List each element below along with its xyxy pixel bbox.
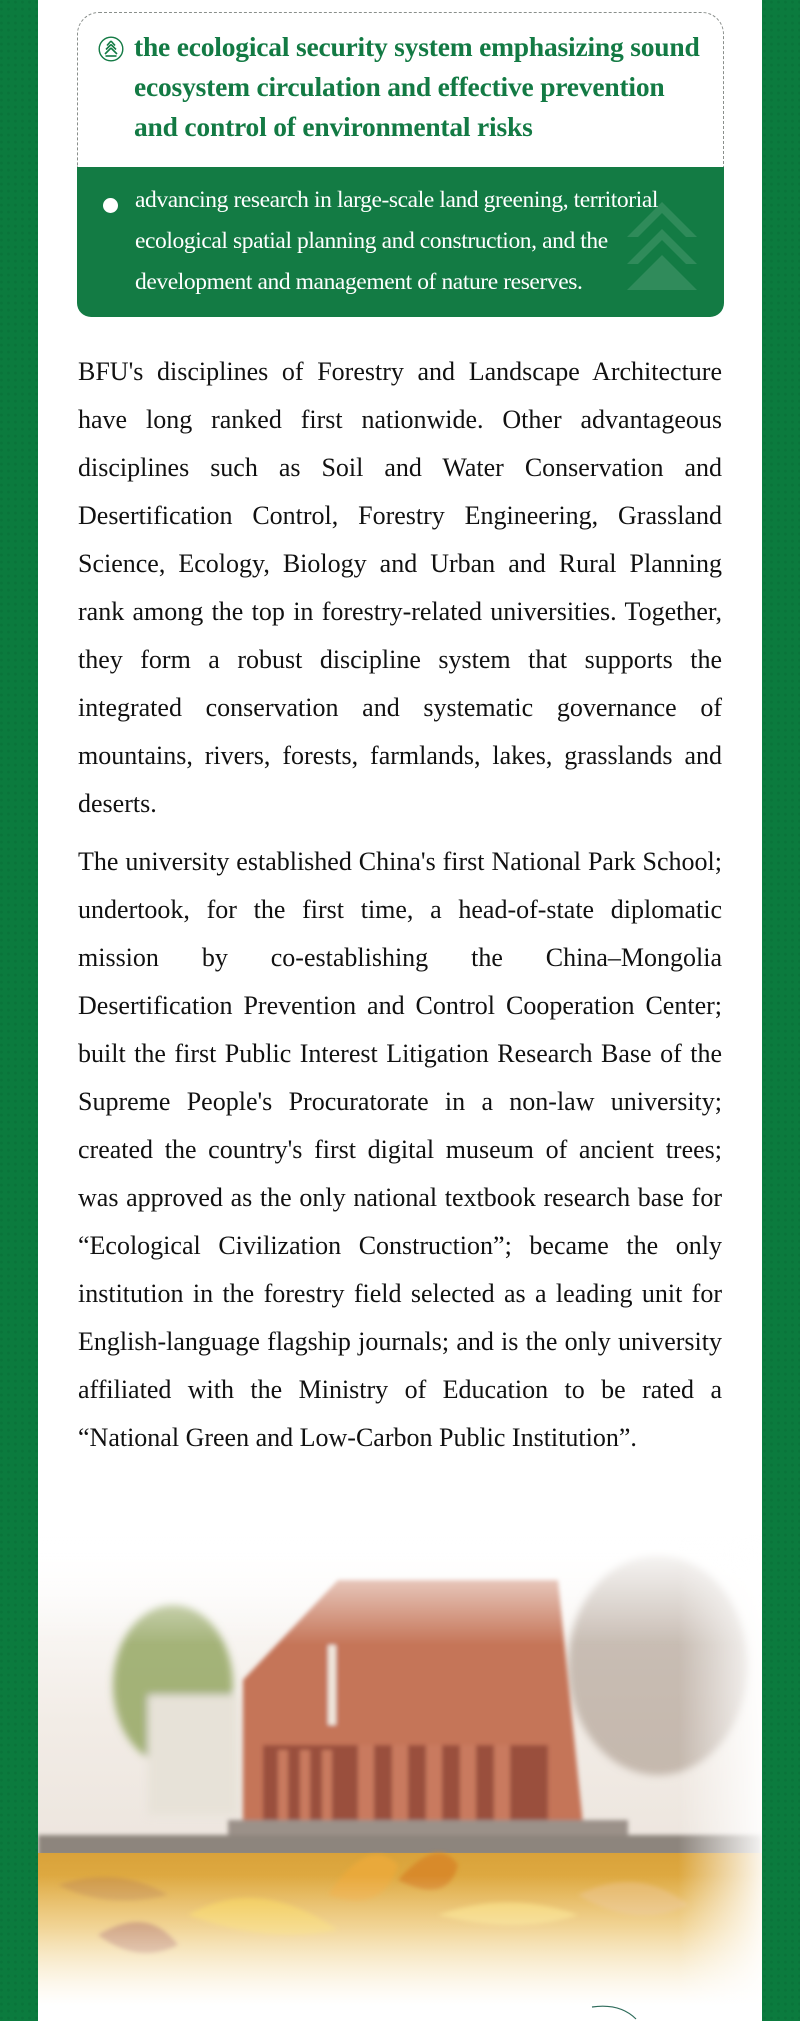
campus-building-autumn-leaves-photo bbox=[38, 1535, 762, 2005]
decorative-curve-icon bbox=[590, 2005, 650, 2021]
article-page bbox=[38, 0, 762, 2021]
card-title: the ecological security system emphasizing sound ecosystem circulation and effective prevention and control of environmental risks bbox=[134, 31, 700, 142]
photo-building-pillar bbox=[328, 1645, 336, 1725]
tree-logo-icon bbox=[98, 36, 124, 62]
photo-building-left bbox=[148, 1695, 238, 1815]
paragraph-achievements: The university established China's first National Park School; undertook, for the first time, a head-of-state diplomatic mission by co-establishing the China–Mongolia Desertification Prevention and Control Cooperation Center; built the first Public Interest Litigation Research Base of the Supreme People's Procuratorate in a non-law university; created the country's first digital museum of ancient trees; was approved as the only national textbook research base for “Ecological Civilization Construction”; became the only institution in the forestry field selected as a leading unit for English-language flagship journals; and is the only university affiliated with the Ministry of Education to be rated a “National Green and Low-Carbon Public Institution”. bbox=[78, 847, 722, 1452]
card-body bbox=[77, 167, 724, 317]
feature-card bbox=[77, 12, 724, 317]
bullet-dot-icon bbox=[103, 198, 118, 213]
card-header bbox=[77, 12, 724, 167]
card-bullet-text: advancing research in large-scale land greening, territorial ecological spatial planning and construction, and the development and management of nature reserves. bbox=[135, 187, 658, 295]
paragraph-disciplines: BFU's disciplines of Forestry and Landscape Architecture have long ranked first nationwide. Other advantageous disciplines such as Soil and Water Conservation and Desertification Control, Forestry Engineering, Grassland Science, Ecology, Biology and Urban and Rural Planning rank among the top in forestry-related universities. Together, they form a robust discipline system that supports the integrated conservation and systematic governance of mountains, rivers, forests, farmlands, lakes, grasslands and deserts. bbox=[78, 357, 722, 818]
